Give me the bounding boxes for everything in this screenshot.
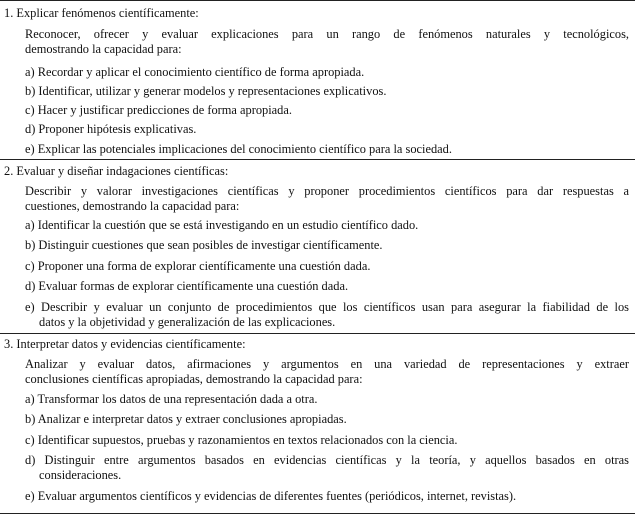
section-divider bbox=[0, 333, 635, 334]
section-1-intro-line-2: demostrando la capacidad para: bbox=[25, 42, 182, 56]
section-1-item-a: a) Recordar y aplicar el conocimiento científico de forma apropiada. bbox=[25, 65, 365, 79]
section-2-item-d: d) Evaluar formas de explorar científicamente una cuestión dada. bbox=[25, 279, 349, 293]
section-2-intro-line-1: Describir y valorar investigaciones científicas y proponer procedimientos científicos para dar respuestas a bbox=[25, 184, 629, 198]
section-divider bbox=[0, 159, 635, 160]
section-1-item-d: d) Proponer hipótesis explicativas. bbox=[25, 122, 197, 136]
section-2-item-c: c) Proponer una forma de explorar científicamente una cuestión dada. bbox=[25, 259, 371, 273]
section-1-item-b: b) Identificar, utilizar y generar modelos y representaciones explicativos. bbox=[25, 84, 387, 98]
section-3-item-a: a) Transformar los datos de una representación dada a otra. bbox=[25, 392, 318, 406]
section-3-intro-line-1: Analizar y evaluar datos, afirmaciones y argumentos en una variedad de representaciones y extraer bbox=[25, 357, 629, 371]
section-2-item-e-line-2: datos y la objetividad y generalización de las explicaciones. bbox=[39, 315, 336, 329]
section-2-item-b: b) Distinguir cuestiones que sean posibles de investigar científicamente. bbox=[25, 238, 383, 252]
section-1-item-e: e) Explicar las potenciales implicaciones del conocimiento científico para la sociedad. bbox=[25, 142, 452, 156]
section-2-item-a: a) Identificar la cuestión que se está investigando en un estudio científico dado. bbox=[25, 218, 419, 232]
section-1-item-c: c) Hacer y justificar predicciones de forma apropiada. bbox=[25, 103, 292, 117]
section-3-item-c: c) Identificar supuestos, pruebas y razonamientos en textos relacionados con la ciencia. bbox=[25, 433, 458, 447]
section-2-intro-line-2: cuestiones, demostrando la capacidad para: bbox=[25, 199, 240, 213]
section-3-item-d-line-1: d) Distinguir entre argumentos basados en evidencias científicas y la teoría, y aquellos basados en otras bbox=[25, 453, 629, 467]
section-3-intro-line-2: conclusiones científicas apropiadas, demostrando la capacidad para: bbox=[25, 372, 363, 386]
section-1-intro-line-1: Reconocer, ofrecer y evaluar explicaciones para un rango de fenómenos naturales y tecnológicos, bbox=[25, 27, 629, 41]
section-1-title: 1. Explicar fenómenos científicamente: bbox=[4, 6, 199, 20]
section-3-item-e: e) Evaluar argumentos científicos y evidencias de diferentes fuentes (periódicos, internet, revistas). bbox=[25, 489, 517, 503]
section-2-item-e-line-1: e) Describir y evaluar un conjunto de procedimientos que los científicos usan para asegurar la fiabilidad de los bbox=[25, 300, 629, 314]
section-3-item-b: b) Analizar e interpretar datos y extraer conclusiones apropiadas. bbox=[25, 412, 347, 426]
section-3-title: 3. Interpretar datos y evidencias científicamente: bbox=[4, 337, 246, 351]
section-3-item-d-line-2: consideraciones. bbox=[39, 468, 122, 482]
section-2-title: 2. Evaluar y diseñar indagaciones científicas: bbox=[4, 164, 229, 178]
